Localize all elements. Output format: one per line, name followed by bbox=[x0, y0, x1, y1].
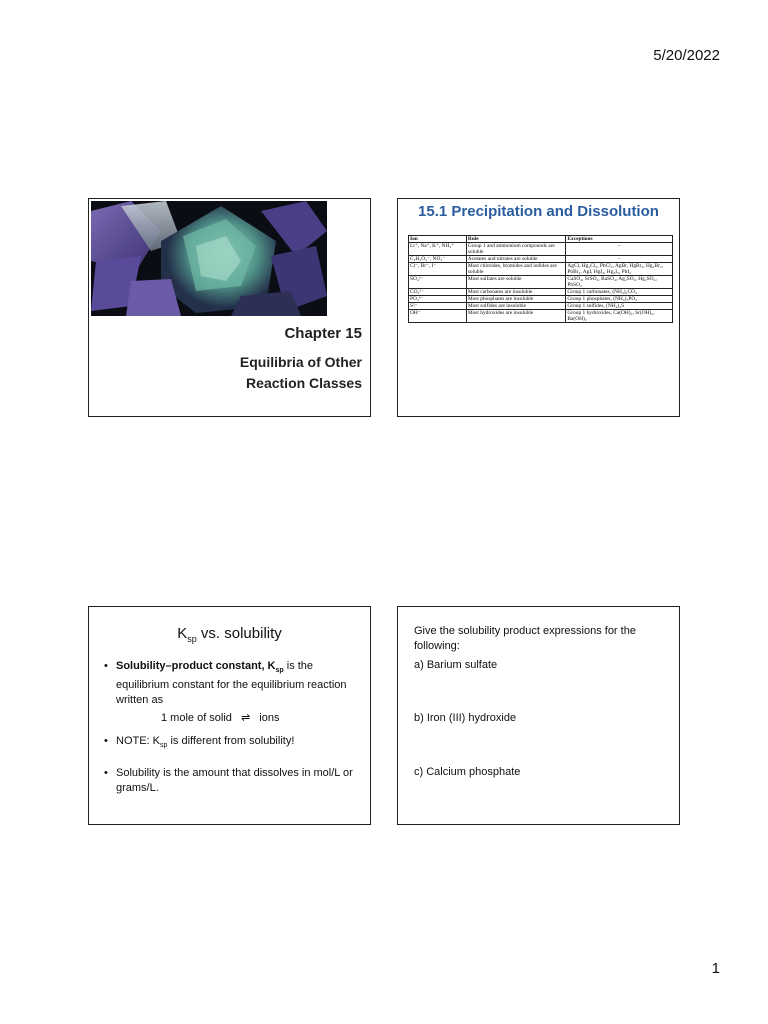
chapter-title: Chapter 15 bbox=[284, 325, 362, 342]
table-header: Ion bbox=[409, 236, 467, 243]
table-cell-rule: Most carbonates are insoluble bbox=[466, 289, 566, 296]
table-cell-exceptions: – bbox=[566, 243, 673, 256]
table-row bbox=[409, 303, 673, 310]
table-cell-exceptions: Group 1 sulfides, (NH₄)₂S bbox=[566, 303, 673, 310]
equilibrium-arrow-icon: ⇌ bbox=[241, 712, 251, 724]
table-cell-ion: S²⁻ bbox=[409, 303, 467, 310]
table-cell-exceptions: Group 1 hydroxides, Ca(OH)₂, Sr(OH)₂, Ba(OH)₂ bbox=[566, 310, 673, 323]
table-cell-rule: Most chlorides, bromides and iodides are soluble bbox=[466, 263, 566, 276]
crystal-photo bbox=[91, 201, 327, 316]
table-row bbox=[409, 263, 673, 276]
table-cell-exceptions: Group 1 phosphates, (NH₄)₃PO₄ bbox=[566, 296, 673, 303]
table-row bbox=[409, 289, 673, 296]
exercise-prompt: Give the solubility product expressions for the following: bbox=[414, 625, 636, 652]
table-cell-exceptions: – bbox=[566, 256, 673, 263]
table-cell-exceptions: AgCl, Hg₂Cl₂, PbCl₂, AgBr, HgBr₂, Hg₂Br₂, PbBr₂, AgI, HgI₂, Hg₂I₂, PbI₂ bbox=[566, 263, 673, 276]
slide-title: 15.1 Precipitation and Dissolution bbox=[418, 203, 659, 220]
bullet-ksp-definition: • Solubility–product constant, $K_{sp}$ is the equilibrium constant for the equilibrium reaction written as bbox=[104, 660, 347, 707]
table-cell-ion: PO₄³⁻ bbox=[409, 296, 467, 303]
table-cell-exceptions: CaSO₄, SrSO₄, BaSO₄, Ag₂SO₄, Hg₂SO₄, PbSO₄ bbox=[566, 276, 673, 289]
exercise-item-c: c) Calcium phosphate bbox=[414, 766, 521, 778]
page-date: 5/20/2022 bbox=[653, 47, 720, 64]
bullet-icon: • bbox=[104, 735, 108, 747]
table-cell-ion: CO₃²⁻ bbox=[409, 289, 467, 296]
slide-precipitation bbox=[397, 198, 680, 417]
table-header: Exceptions bbox=[566, 236, 673, 243]
table-cell-ion: OH⁻ bbox=[409, 310, 467, 323]
table-cell-ion: C₂H₃O₂⁻, NO₃⁻ bbox=[409, 256, 467, 263]
table-cell-rule: Group 1 and ammonium compounds are soluble bbox=[466, 243, 566, 256]
slide-title: $K_{sp}$ vs. solubility bbox=[177, 625, 282, 644]
exercise-item-b: b) Iron (III) hydroxide bbox=[414, 712, 517, 724]
table-cell-rule: Most hydroxides are insoluble bbox=[466, 310, 566, 323]
table-cell-rule: Most phosphates are insoluble bbox=[466, 296, 566, 303]
table-row bbox=[409, 256, 673, 263]
table-cell-rule: Most sulfates are soluble bbox=[466, 276, 566, 289]
table-row bbox=[409, 243, 673, 256]
bullet-solubility-definition: • Solubility is the amount that dissolves in mol/L or grams/L. bbox=[104, 767, 353, 794]
table-cell-exceptions: Group 1 carbonates, (NH₄)₂CO₃ bbox=[566, 289, 673, 296]
table-header-row bbox=[409, 236, 673, 243]
slide-chapter-title bbox=[88, 198, 371, 417]
page-number: 1 bbox=[711, 960, 720, 977]
table-cell-ion: Li⁺, Na⁺, K⁺, NH₄⁺ bbox=[409, 243, 467, 256]
table-header: Rule bbox=[466, 236, 566, 243]
table-row bbox=[409, 296, 673, 303]
bullet-icon: • bbox=[104, 660, 108, 672]
table-cell-rule: Most sulfides are insoluble bbox=[466, 303, 566, 310]
table-row bbox=[409, 310, 673, 323]
chapter-subtitle: Equilibria of Other Reaction Classes bbox=[239, 354, 362, 391]
table-cell-rule: Acetates and nitrates are soluble bbox=[466, 256, 566, 263]
equilibrium-equation: 1 mole of solid ⇌ ions bbox=[161, 712, 280, 724]
slide-ksp-exercise bbox=[397, 606, 680, 825]
table-cell-ion: Cl⁻, Br⁻, I⁻ bbox=[409, 263, 467, 276]
exercise-item-a: a) Barium sulfate bbox=[414, 659, 498, 671]
bullet-note: • NOTE: $K_{sp}$ is different from solubility! bbox=[104, 735, 295, 750]
bullet-icon: • bbox=[104, 767, 108, 779]
table-row bbox=[409, 276, 673, 289]
table-cell-ion: SO₄²⁻ bbox=[409, 276, 467, 289]
solubility-rules-table bbox=[408, 235, 673, 323]
slide-ksp-vs-solubility bbox=[88, 606, 371, 825]
